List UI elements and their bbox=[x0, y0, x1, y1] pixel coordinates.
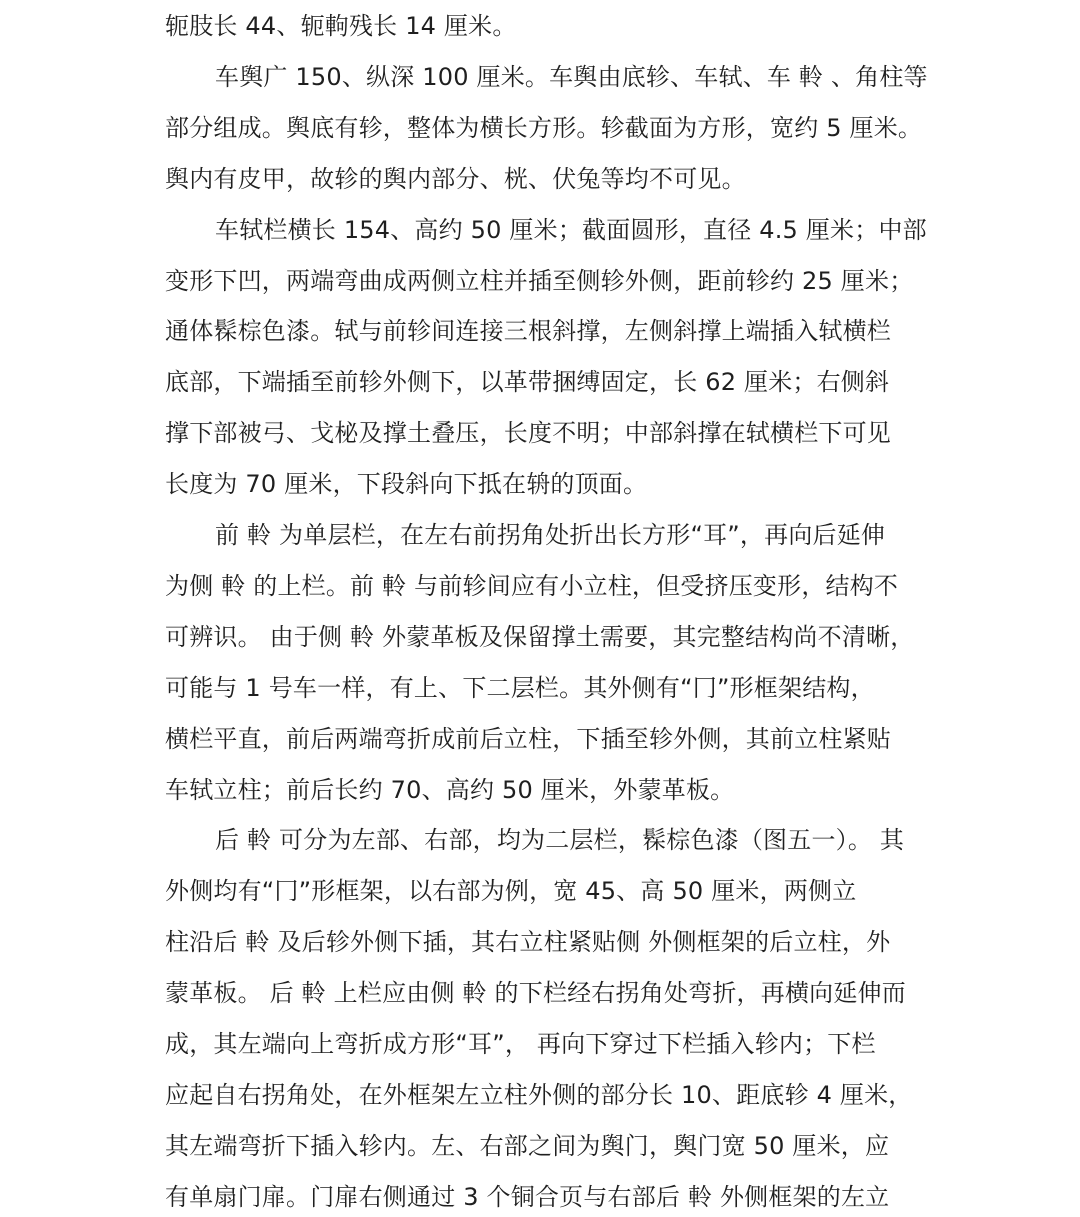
text-line: 有单扇门扉。门扉右侧通过 3 个铜合页与右部后 軨 外侧框架的左立 bbox=[165, 1182, 890, 1211]
text-line: 柱沿后 軨 及后轸外侧下插，其右立柱紧贴侧 外侧框架的后立柱，外 bbox=[165, 928, 891, 957]
text-line: 横栏平直，前后两端弯折成前后立柱，下插至轸外侧，其前立柱紧贴 bbox=[165, 724, 891, 753]
text-line: 前 軨 为单层栏，在左右前拐角处折出长方形“耳”，再向后延伸 bbox=[215, 521, 886, 549]
text-line: 可能与 1 号车一样，有上、下二层栏。其外侧有“冂”形框架结构， bbox=[165, 673, 875, 702]
text-line: 变形下凹，两端弯曲成两侧立柱并插至侧轸外侧，距前轸约 25 厘米； bbox=[165, 266, 914, 295]
text-line: 后 軨 可分为左部、右部，均为二层栏，髹棕色漆（图五一）。 其 bbox=[215, 826, 905, 855]
text-line: 车舆广 150、纵深 100 厘米。车舆由底轸、车轼、车 軨 、角柱等 bbox=[215, 62, 928, 91]
text-line: 长度为 70 厘米，下段斜向下抵在辀的顶面。 bbox=[165, 470, 648, 499]
text-line: 应起自右拐角处，在外框架左立柱外侧的部分长 10、距底轸 4 厘米， bbox=[165, 1080, 913, 1109]
text-line: 车轼栏横长 154、高约 50 厘米；截面圆形，直径 4.5 厘米；中部 bbox=[215, 215, 927, 244]
text-line: 其左端弯折下插入轸内。左、右部之间为舆门，舆门宽 50 厘米，应 bbox=[165, 1131, 890, 1160]
text-line: 成，其左端向上弯折成方形“耳”， 再向下穿过下栏插入轸内；下栏 bbox=[165, 1030, 876, 1058]
text-line: 车轼立柱；前后长约 70、高约 50 厘米，外蒙革板。 bbox=[165, 775, 735, 804]
text-line: 蒙革板。 后 軨 上栏应由侧 軨 的下栏经右拐角处弯折，再横向延伸而 bbox=[165, 979, 906, 1008]
text-line: 部分组成。舆底有轸，整体为横长方形。轸截面为方形，宽约 5 厘米。 bbox=[165, 113, 923, 142]
text-line: 底部，下端插至前轸外侧下，以革带捆缚固定，长 62 厘米；右侧斜 bbox=[165, 368, 890, 397]
text-line: 通体髹棕色漆。轼与前轸间连接三根斜撑，左侧斜撑上端插入轼横栏 bbox=[165, 317, 891, 346]
text-line: 轭肢长 44、轭軥残长 14 厘米。 bbox=[165, 12, 517, 40]
text-line: 可辨识。 由于侧 軨 外蒙革板及保留撑土需要，其完整结构尚不清晰， bbox=[165, 622, 915, 651]
text-line: 为侧 軨 的上栏。前 軨 与前轸间应有小立柱，但受挤压变形，结构不 bbox=[165, 571, 899, 600]
text-line: 撑下部被弓、戈柲及撑土叠压，长度不明；中部斜撑在轼横栏下可见 bbox=[165, 419, 891, 448]
text-line: 舆内有皮甲，故轸的舆内部分、桄、伏兔等均不可见。 bbox=[165, 164, 746, 193]
text-line: 外侧均有“冂”形框架，以右部为例，宽 45、高 50 厘米，两侧立 bbox=[165, 877, 857, 906]
